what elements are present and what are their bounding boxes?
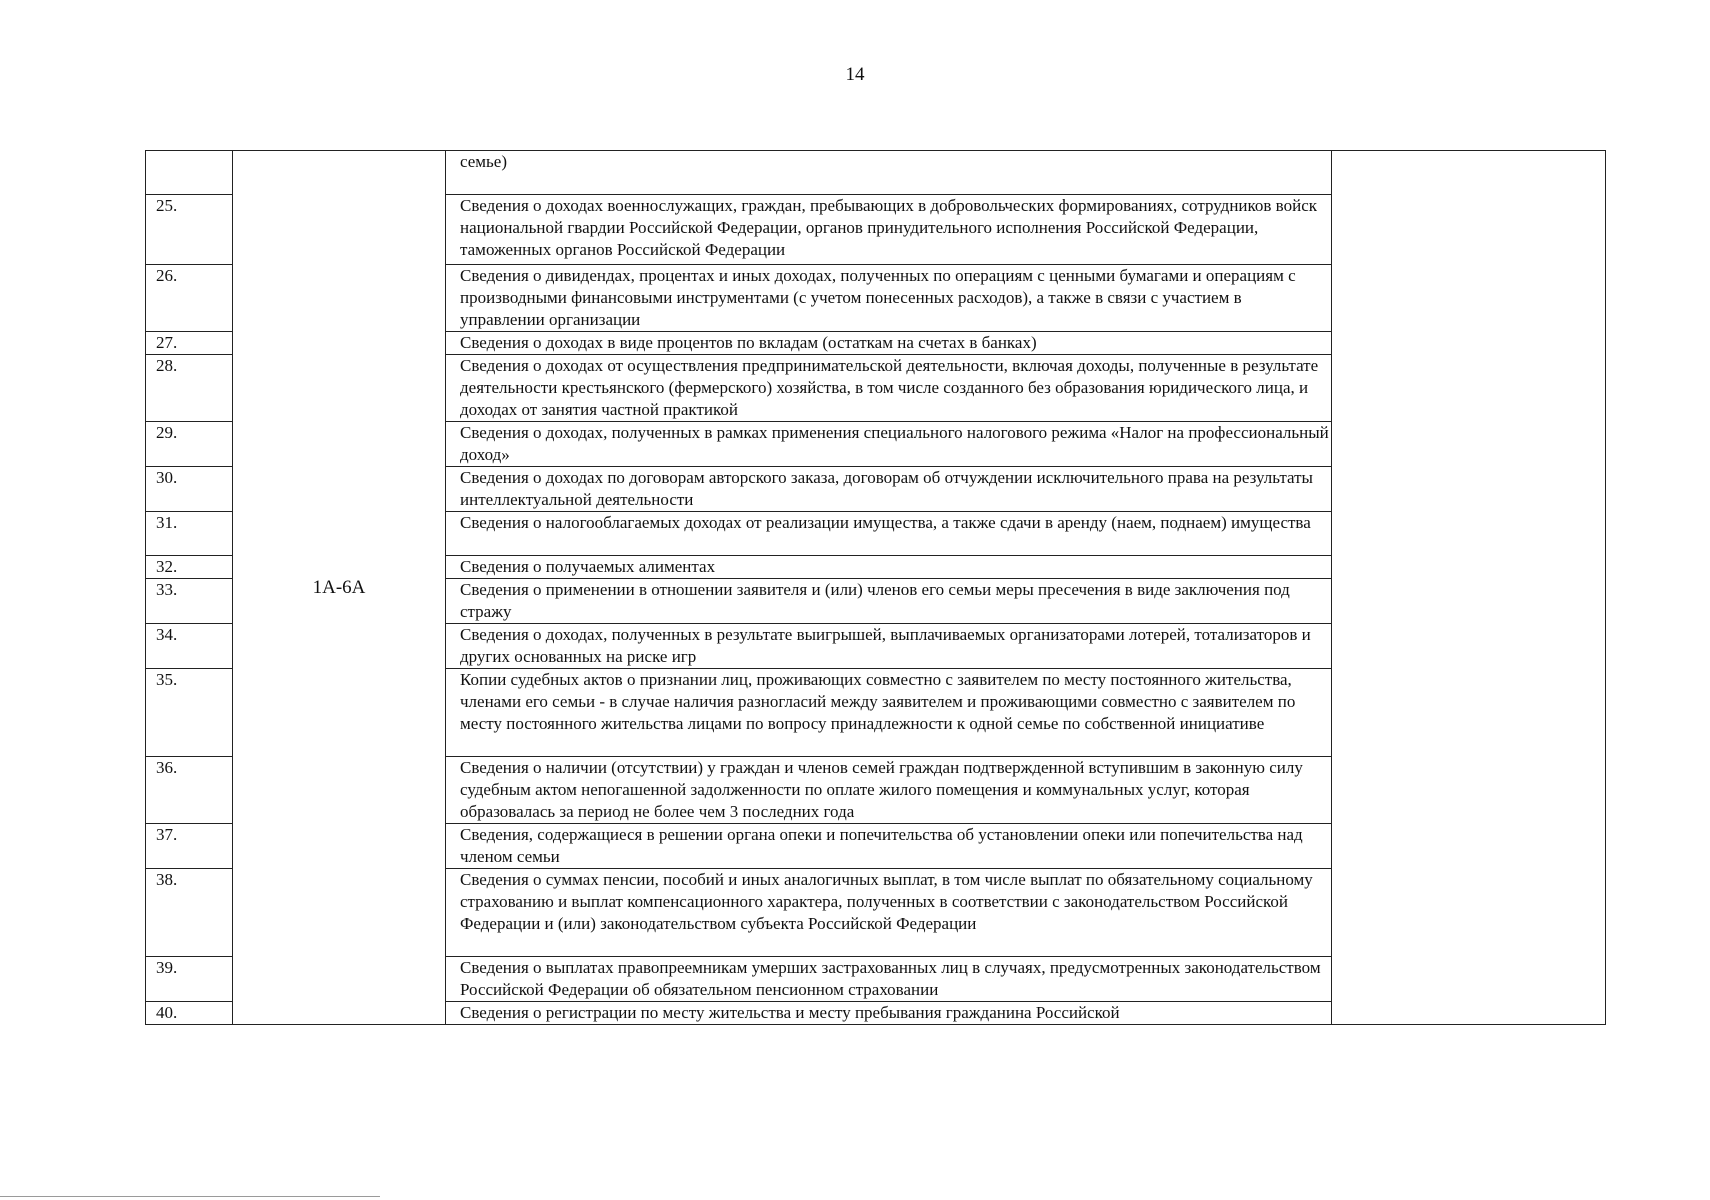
row-number: 35.	[146, 669, 233, 757]
row-number-cell	[146, 151, 233, 195]
documents-table-body	[146, 151, 1606, 1025]
row-number: 31.	[146, 512, 233, 556]
notes-cell	[1332, 151, 1606, 1025]
row-description: семье)	[446, 151, 1332, 195]
row-number: 38.	[146, 869, 233, 957]
row-description: Сведения о регистрации по месту жительства и месту пребывания гражданина Российской	[446, 1002, 1332, 1025]
row-description: Сведения о налогооблагаемых доходах от реализации имущества, а также сдачи в аренду (наем, поднаем) имущества	[446, 512, 1332, 556]
row-description: Сведения о доходах, полученных в результате выигрышей, выплачиваемых организаторами лотерей, тотализаторов и других основанных на риске игр	[446, 624, 1332, 669]
documents-table	[145, 150, 1606, 1025]
row-description: Копии судебных актов о признании лиц, проживающих совместно с заявителем по месту постоянного жительства, членами его семьи - в случае наличия разногласий между заявителем и проживающими совместно с заявителем по месту постоянного жительства лицами по вопросу принадлежности к одной семье по собственной инициативе	[446, 669, 1332, 757]
scan-edge-line	[0, 1196, 380, 1197]
row-number: 29.	[146, 422, 233, 467]
row-number: 36.	[146, 757, 233, 824]
row-number: 34.	[146, 624, 233, 669]
row-description: Сведения о суммах пенсии, пособий и иных аналогичных выплат, в том числе выплат по обязательному социальному страхованию и выплат компенсационного характера, полученных в соответствии с законодательством Российской Федерации и (или) законодательством субъекта Российской Федерации	[446, 869, 1332, 957]
row-number: 39.	[146, 957, 233, 1002]
table-row-continuation	[146, 151, 1606, 195]
row-number: 40.	[146, 1002, 233, 1025]
row-number: 25.	[146, 195, 233, 265]
row-description: Сведения, содержащиеся в решении органа опеки и попечительства об установлении опеки или попечительства над членом семьи	[446, 824, 1332, 869]
group-code-cell: 1А-6А	[233, 151, 446, 1025]
row-description: Сведения о выплатах правопреемникам умерших застрахованных лиц в случаях, предусмотренных законодательством Российской Федерации об обязательном пенсионном страховании	[446, 957, 1332, 1002]
row-description: Сведения о доходах военнослужащих, граждан, пребывающих в добровольческих формированиях, сотрудников войск национальной гвардии Российской Федерации, органов принудительного исполнения Российской Федерации, таможенных органов Российской Федерации	[446, 195, 1332, 265]
page-number: 14	[845, 64, 865, 85]
row-description: Сведения о доходах по договорам авторского заказа, договорам об отчуждении исключительного права на результаты интеллектуальной деятельности	[446, 467, 1332, 512]
row-description: Сведения о доходах от осуществления предпринимательской деятельности, включая доходы, полученные в результате деятельности крестьянского (фермерского) хозяйства, в том числе созданного без образования юридического лица, и доходах от занятия частной практикой	[446, 355, 1332, 422]
row-number: 30.	[146, 467, 233, 512]
row-number: 32.	[146, 556, 233, 579]
row-number: 27.	[146, 332, 233, 355]
row-description: Сведения о получаемых алиментах	[446, 556, 1332, 579]
row-description: Сведения о доходах в виде процентов по вкладам (остаткам на счетах в банках)	[446, 332, 1332, 355]
row-number: 28.	[146, 355, 233, 422]
row-description: Сведения о наличии (отсутствии) у граждан и членов семей граждан подтвержденной вступившим в законную силу судебным актом непогашенной задолженности по оплате жилого помещения и коммунальных услуг, которая образовалась за период не более чем 3 последних года	[446, 757, 1332, 824]
row-description: Сведения о применении в отношении заявителя и (или) членов его семьи меры пресечения в виде заключения под стражу	[446, 579, 1332, 624]
row-number: 33.	[146, 579, 233, 624]
row-number: 26.	[146, 265, 233, 332]
row-description: Сведения о дивидендах, процентах и иных доходах, полученных по операциям с ценными бумагами и операциям с производными финансовыми инструментами (с учетом понесенных расходов), а также в связи с участием в управлении организации	[446, 265, 1332, 332]
row-description: Сведения о доходах, полученных в рамках применения специального налогового режима «Налог на профессиональный доход»	[446, 422, 1332, 467]
row-number: 37.	[146, 824, 233, 869]
